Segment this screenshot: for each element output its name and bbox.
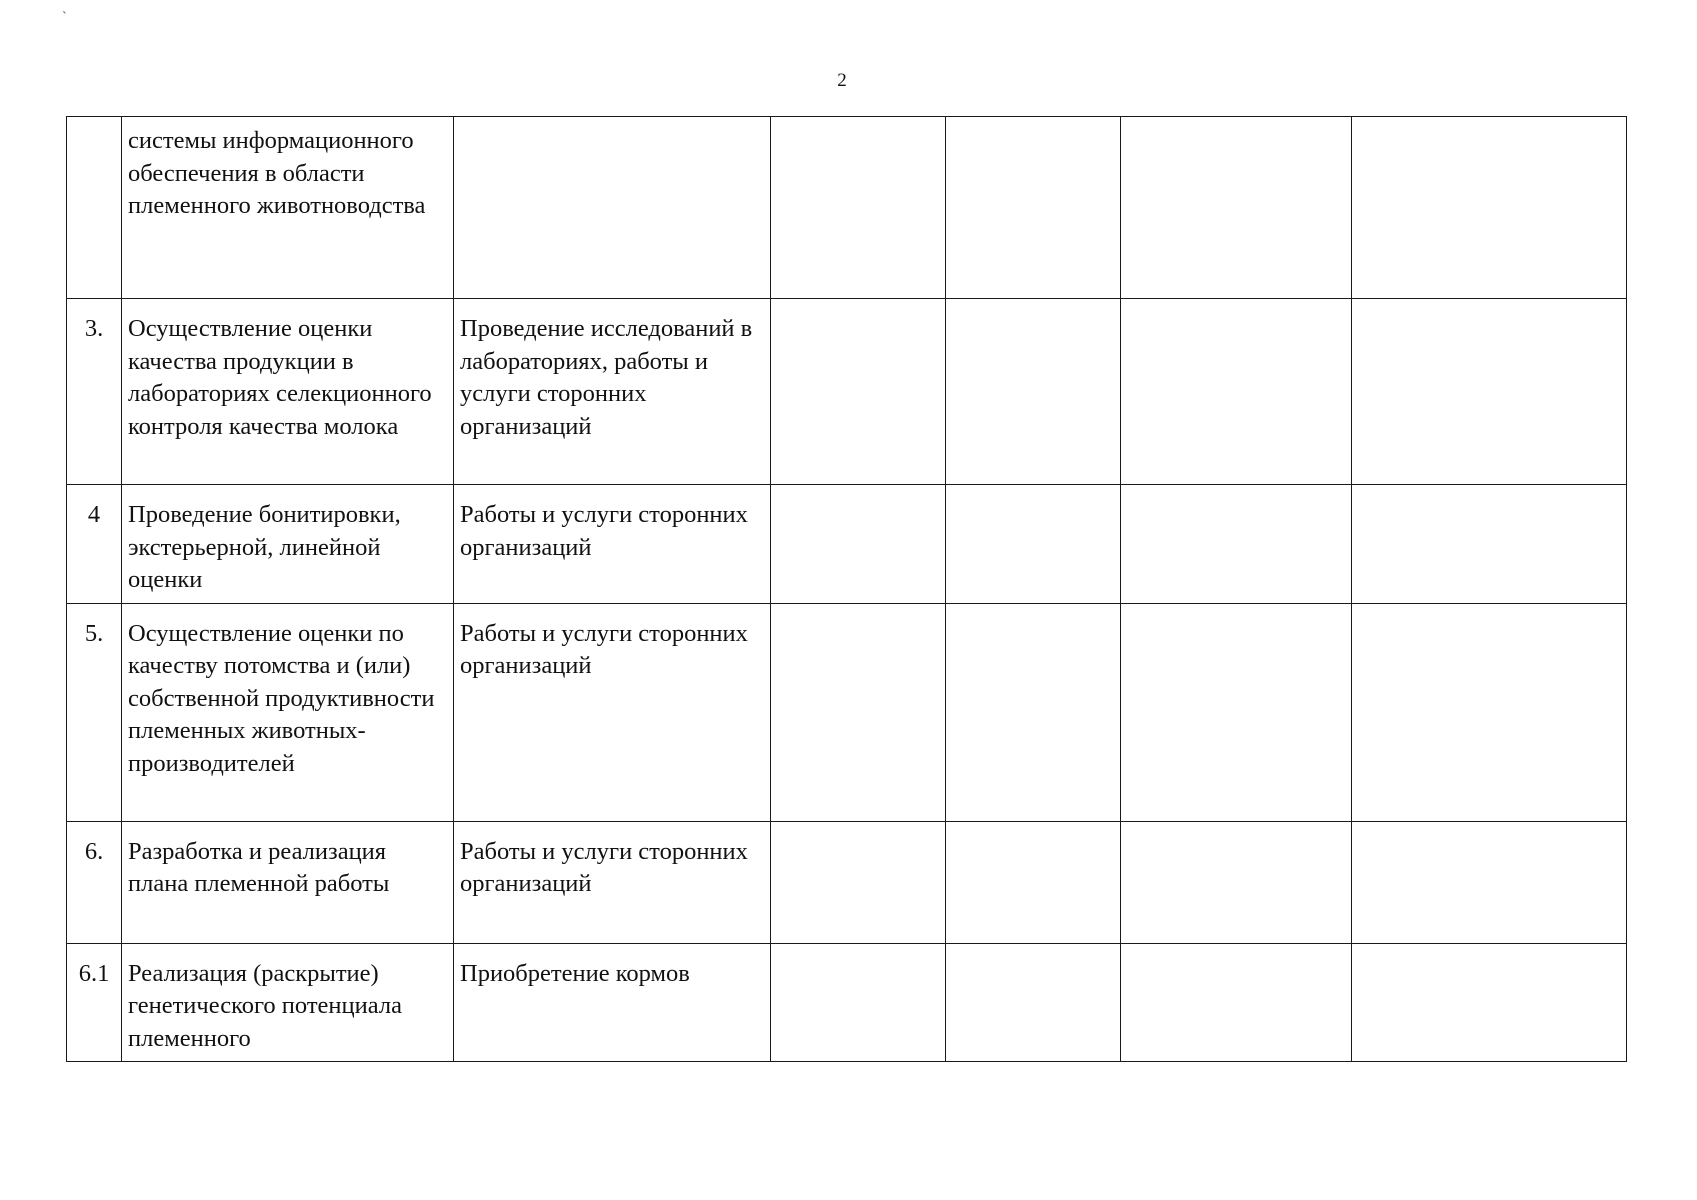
scan-artifact: ` <box>62 10 67 25</box>
expense-type-cell: Работы и услуги сторонних организаций <box>454 603 771 821</box>
empty-cell <box>946 299 1121 485</box>
empty-cell <box>946 821 1121 943</box>
empty-cell <box>1121 603 1352 821</box>
empty-cell <box>771 943 946 1062</box>
expense-type-cell: Проведение исследований в лабораториях, работы и услуги сторонних организаций <box>454 299 771 485</box>
expense-type-cell: Работы и услуги сторонних организаций <box>454 821 771 943</box>
empty-cell <box>771 603 946 821</box>
row-number <box>67 117 122 299</box>
table-row <box>67 821 1627 943</box>
empty-cell <box>946 603 1121 821</box>
empty-cell <box>946 117 1121 299</box>
empty-cell <box>1352 117 1627 299</box>
table-row <box>67 603 1627 821</box>
row-number: 6.1 <box>67 943 122 1062</box>
empty-cell <box>1121 485 1352 604</box>
empty-cell <box>1352 603 1627 821</box>
empty-cell <box>1352 821 1627 943</box>
table-row <box>67 299 1627 485</box>
empty-cell <box>771 117 946 299</box>
activity-cell: Реализация (раскрытие) генетического потенциала племенного <box>122 943 454 1062</box>
table-row <box>67 117 1627 299</box>
activity-cell: Осуществление оценки качества продукции в лабораториях селекционного контроля качества молока <box>122 299 454 485</box>
table-row <box>67 943 1627 1062</box>
empty-cell <box>1121 299 1352 485</box>
expense-type-cell <box>454 117 771 299</box>
row-number: 5. <box>67 603 122 821</box>
empty-cell <box>1121 943 1352 1062</box>
activity-cell: Разработка и реализация плана племенной работы <box>122 821 454 943</box>
empty-cell <box>1121 117 1352 299</box>
empty-cell <box>1352 299 1627 485</box>
empty-cell <box>946 485 1121 604</box>
empty-cell <box>771 485 946 604</box>
empty-cell <box>771 821 946 943</box>
page-number: 2 <box>837 70 847 91</box>
empty-cell <box>946 943 1121 1062</box>
program-table <box>66 116 1627 1062</box>
empty-cell <box>1352 485 1627 604</box>
row-number: 6. <box>67 821 122 943</box>
expense-type-cell: Приобретение кормов <box>454 943 771 1062</box>
activity-cell: системы информационного обеспечения в области племенного животноводства <box>122 117 454 299</box>
empty-cell <box>771 299 946 485</box>
empty-cell <box>1121 821 1352 943</box>
row-number: 3. <box>67 299 122 485</box>
expense-type-cell: Работы и услуги сторонних организаций <box>454 485 771 604</box>
empty-cell <box>1352 943 1627 1062</box>
activity-cell: Проведение бонитировки, экстерьерной, линейной оценки <box>122 485 454 604</box>
table-row <box>67 485 1627 604</box>
row-number: 4 <box>67 485 122 604</box>
activity-cell: Осуществление оценки по качеству потомства и (или) собственной продуктивности племенных животных-производителей <box>122 603 454 821</box>
